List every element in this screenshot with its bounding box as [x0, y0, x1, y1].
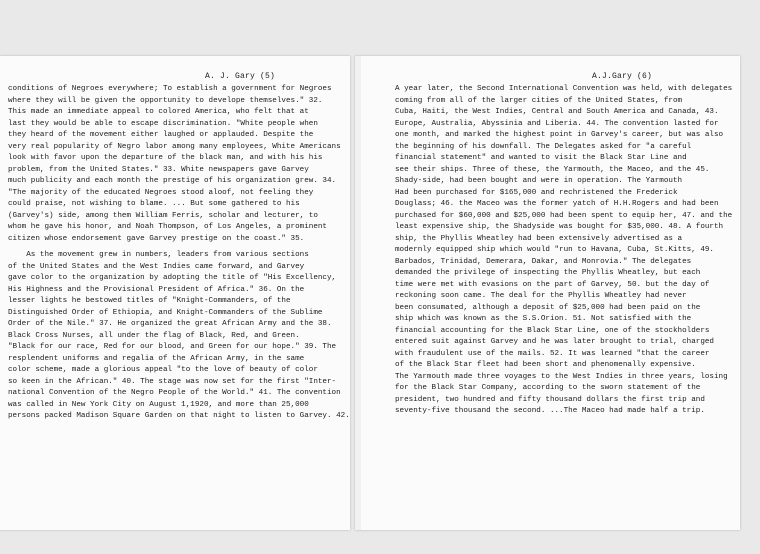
text-line: persons packed Madison Square Garden on that night to listen to Garvey. 42.: [8, 412, 350, 420]
text-line: Europe, Australia, Abyssinia and Liberia. 44. The convention lasted for: [395, 119, 719, 128]
text-line: whom he gave his honor, and Noah Thompson, of Los Angeles, a prominent: [8, 223, 327, 231]
left-page-header: A. J. Gary (5): [205, 72, 276, 81]
text-line: Douglass; 46. the Maceo was the former yatch of H.H.Rogers and had been: [395, 200, 719, 208]
text-line: purchased for $60,000 and $25,000 had been spent to equip her, 47. and the: [395, 211, 733, 220]
text-line: (Garvey's) side, among them William Ferris, scholar and lecturer, to: [8, 211, 318, 220]
text-line: Order of the Nile." 37. He organized the great African Army and the 38.: [8, 320, 332, 328]
text-line: where they will be given the opportunity to develope themselves." 32.: [8, 96, 323, 105]
text-line: time were met with evasions on the part of Garvey, 50. but the day of: [395, 280, 710, 289]
text-line: lesser lights he bestowed titles of "Knight-Commanders, of the: [8, 297, 291, 305]
text-line: last they would be able to escape discrimination. "White people when: [8, 119, 318, 128]
text-line: financial statement" and wanted to visit the Black Star Line and: [395, 154, 687, 162]
text-line: with fraudulent use of the mails. 52. It was learned "that the career: [395, 349, 710, 358]
text-line: modernly equipped ship which would "run to Havana, Cuba, St.Kitts, 49.: [395, 246, 714, 254]
text-line: gave color to the organization by adopting the title of "His Excellency,: [8, 274, 337, 282]
text-line: the beginning of his downfall. The Delegates asked for "a careful: [395, 142, 692, 151]
text-line: much publicity and each month the prestige of his organization grew. 34.: [8, 177, 337, 185]
text-line: His Highness and the Provisional President of Africa." 36. On the: [8, 285, 305, 294]
text-line: "Black for our race, Red for our blood, and Green for our hope." 39. The: [8, 343, 337, 351]
left-page-body: [8, 84, 350, 423]
text-line: Cuba, Haiti, the West Indies, Central and South America and Canada, 43.: [395, 108, 719, 116]
text-line: reckoning soon came. The deal for the Phyllis Wheatley had never: [395, 292, 687, 300]
text-line: This made an immediate appeal to colored America, who felt that at: [8, 108, 309, 116]
text-line: color scheme, made a glorious appeal "to the love of beauty of color: [8, 366, 318, 374]
text-line: one month, and marked the highest point in Garvey's career, but was also: [395, 131, 724, 139]
text-line: entered suit against Garvey and he was later brought to trial, charged: [395, 338, 714, 346]
text-line: The Yarmouth made three voyages to the West Indies in three years, losing: [395, 372, 728, 381]
text-line: seventy-five thousand the second. ...The Maceo had made half a trip.: [395, 407, 705, 415]
text-line: coming from all of the larger cities of the United States, from: [395, 96, 683, 105]
text-line: demanded the privilege of inspecting the Phyllis Wheatley, but each: [395, 269, 701, 277]
text-line: "The majority of the educated Negroes stood aloof, not feeling they: [8, 188, 314, 197]
text-line: problem, from the United States." 33. White newspapers gave Garvey: [8, 165, 309, 174]
text-line: As the movement grew in numbers, leaders from various sections: [8, 251, 309, 259]
text-line: ship which was known as the S.S.Orion. 51. Not satisfied with the: [395, 315, 692, 323]
text-line: national Convention of the Negro People of the World." 41. The convention: [8, 389, 341, 397]
text-line: they heard of the movement either laughed or applauded. Despite the: [8, 131, 314, 139]
text-line: was called in New York City on August 1,1920, and more than 25,000: [8, 400, 309, 409]
text-line: Shady-side, had been bought and were in operation. The Yarmouth: [395, 177, 683, 185]
text-line: look with favor upon the departure of the black man, and with his his: [8, 154, 323, 162]
text-line: conditions of Negroes everywhere; To establish a government for Negroes: [8, 85, 332, 93]
text-line: president, two hundred and fifty thousand dollars the first trip and: [395, 395, 705, 404]
right-page-header: A.J.Gary (6): [592, 72, 653, 81]
text-line: least expensive ship, the Shadyside was bought for $35,000. 48. A fourth: [395, 223, 724, 231]
text-line: ship, the Phyllis Wheatley had been extensively advertised as a: [395, 234, 683, 243]
text-line: for the Black Star Company, according to the sworn statement of the: [395, 384, 701, 392]
text-line: citizen whose endorsement gave Garvey prestige on the coast." 35.: [8, 234, 305, 243]
text-line: been consumated, although a deposit of $25,000 had been paid on the: [395, 303, 701, 312]
text-line: Barbados, Trinidad, Demerara, Dakar, and Monrovia." The delegates: [395, 257, 692, 266]
text-line: A year later, the Second International Convention was held, with delegates: [395, 85, 733, 93]
text-line: so keen in the African." 40. The stage was now set for the first "Inter-: [8, 377, 337, 386]
page-gutter: [355, 56, 361, 530]
text-line: of the Black Star fleet had been short and phenomenally expensive.: [395, 361, 696, 369]
text-line: resplendent uniforms and regalia of the African Army, in the same: [8, 354, 305, 363]
left-page: [0, 56, 350, 530]
text-line: Had been purchased for $165,000 and rechristened the Frederick: [395, 188, 678, 197]
text-line: financial accounting for the Black Star Line, one of the stockholders: [395, 326, 710, 335]
text-line: very real popularity of Negro labor among many employees, White Americans: [8, 142, 341, 151]
right-page: [355, 56, 740, 530]
text-line: Black Cross Nurses, all under the flag of Black, Red, and Green.: [8, 331, 300, 340]
text-line: of the United States and the West Indies came forward, and Garvey: [8, 262, 305, 271]
text-line: could praise, not wishing to blame. ... But some gathered to his: [8, 200, 300, 208]
text-line: Distinguished Order of Ethiopia, and Knight-Commanders of the Sublime: [8, 308, 323, 317]
right-page-body: [395, 84, 732, 418]
text-line: see their ships. Three of these, the Yarmouth, the Maceo, and the 45.: [395, 165, 710, 174]
